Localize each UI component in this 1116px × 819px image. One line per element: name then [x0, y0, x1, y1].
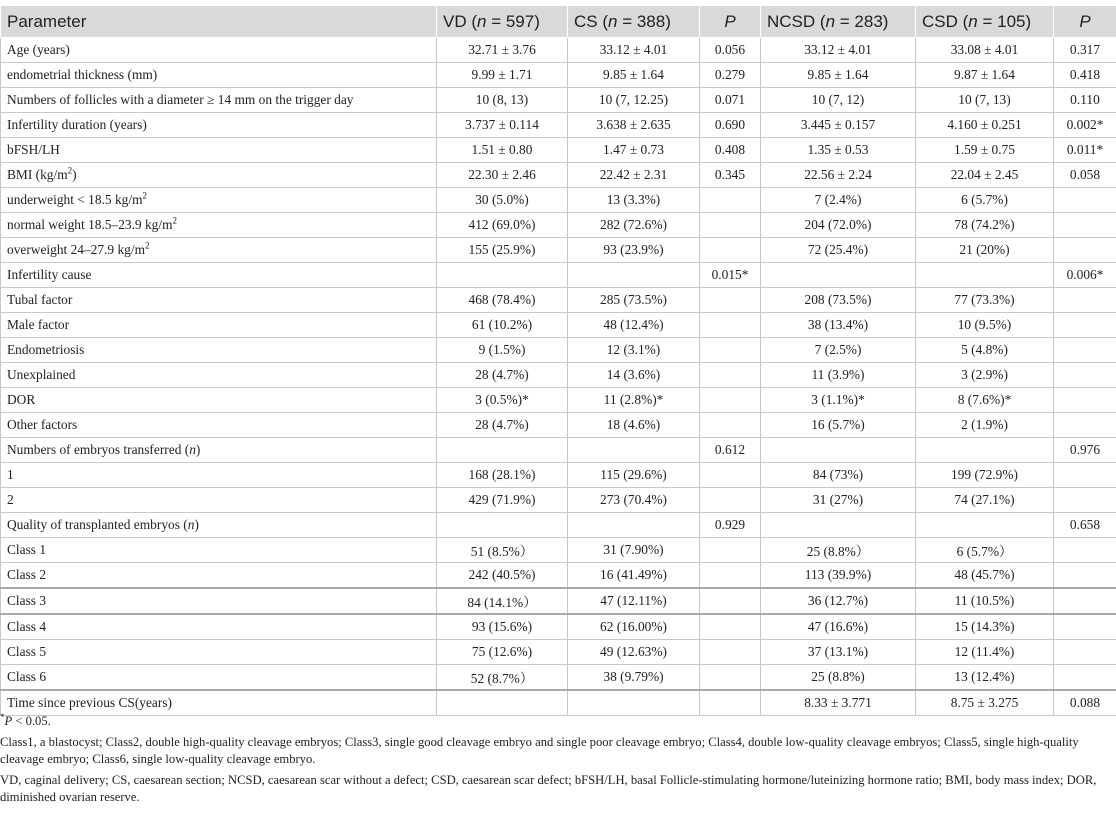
cell-p1 — [700, 238, 761, 263]
row-label: BMI $(kg/m^2)$ — [1, 163, 437, 188]
cell-p1 — [700, 463, 761, 488]
row-infertility-cause — [1, 263, 1116, 288]
cell-csd: 12 (11.4%) — [916, 640, 1054, 665]
cell-csd: 6 (5.7%) — [916, 188, 1054, 213]
cell-cs: 48 (12.4%) — [568, 313, 700, 338]
footnote-abbreviations: VD, caginal delivery; CS, caesarean section; NCSD, caesarean scar without a defect; CSD, caesarean scar defect; bFSH/LH, basal Follicle-stimulating hormone/luteinizing hormone ratio; BMI, body mass index; DOR, diminished ovarian reserve. — [0, 773, 1097, 804]
cell-cs: 10 (7, 12.25) — [568, 88, 700, 113]
footnote-significance: *P < 0.05. — [0, 711, 51, 728]
row-class-2 — [1, 563, 1116, 589]
cell-vd — [437, 513, 568, 538]
cell-p1 — [700, 665, 761, 691]
cell-p2 — [1054, 238, 1116, 263]
cell-csd: 78 (74.2%) — [916, 213, 1054, 238]
header-p-vd-cs: P — [700, 6, 761, 38]
cell-cs: 3.638 ± 2.635 — [568, 113, 700, 138]
row-class-3 — [1, 588, 1116, 614]
cell-vd — [437, 690, 568, 716]
cell-ncsd: 204 (72.0%) — [761, 213, 916, 238]
cell-vd: 9 (1.5%) — [437, 338, 568, 363]
cell-csd: 2 (1.9%) — [916, 413, 1054, 438]
cell-ncsd: 7 (2.5%) — [761, 338, 916, 363]
cell-p1 — [700, 588, 761, 614]
cell-csd — [916, 263, 1054, 288]
cell-p2 — [1054, 338, 1116, 363]
cell-cs — [568, 690, 700, 716]
cell-cs: 1.47 ± 0.73 — [568, 138, 700, 163]
row-time-since-cs — [1, 690, 1116, 716]
cell-p2 — [1054, 188, 1116, 213]
cell-vd: 51 (8.5%） — [437, 538, 568, 563]
row-class-5 — [1, 640, 1116, 665]
cell-p2: 0.110 — [1054, 88, 1116, 113]
cell-ncsd: 11 (3.9%) — [761, 363, 916, 388]
cell-cs: 93 (23.9%) — [568, 238, 700, 263]
cell-p2: 0.658 — [1054, 513, 1116, 538]
row-class-6 — [1, 665, 1116, 691]
header-ncsd: NCSD (n = 283) — [761, 6, 916, 38]
cell-ncsd: 113 (39.9%) — [761, 563, 916, 589]
cell-vd: 242 (40.5%) — [437, 563, 568, 589]
row-label: Numbers of embryos transferred (n) — [1, 438, 437, 463]
cell-csd: 5 (4.8%) — [916, 338, 1054, 363]
row-overweight — [1, 238, 1116, 263]
cell-csd: 9.87 ± 1.64 — [916, 63, 1054, 88]
cell-csd: 74 (27.1%) — [916, 488, 1054, 513]
cell-cs — [568, 513, 700, 538]
cell-vd: 10 (8, 13) — [437, 88, 568, 113]
cell-csd: 13 (12.4%) — [916, 665, 1054, 691]
cell-p1 — [700, 690, 761, 716]
row-label: Endometriosis — [1, 338, 437, 363]
row-endometrial-thickness — [1, 63, 1116, 88]
cell-cs: 11 (2.8%)* — [568, 388, 700, 413]
cell-vd: 3.737 ± 0.114 — [437, 113, 568, 138]
cell-ncsd: 37 (13.1%) — [761, 640, 916, 665]
cell-csd: 21 (20%) — [916, 238, 1054, 263]
cell-p1 — [700, 363, 761, 388]
cell-p2 — [1054, 665, 1116, 691]
cell-csd: 10 (9.5%) — [916, 313, 1054, 338]
cell-vd: 61 (10.2%) — [437, 313, 568, 338]
cell-vd — [437, 438, 568, 463]
cell-csd: 11 (10.5%) — [916, 588, 1054, 614]
cell-ncsd — [761, 513, 916, 538]
cell-p1: 0.408 — [700, 138, 761, 163]
cell-csd: 48 (45.7%) — [916, 563, 1054, 589]
cell-p1 — [700, 640, 761, 665]
cell-vd: 412 (69.0%) — [437, 213, 568, 238]
cell-cs — [568, 263, 700, 288]
cell-p2 — [1054, 463, 1116, 488]
cell-p2 — [1054, 488, 1116, 513]
cell-ncsd — [761, 438, 916, 463]
row-label: Tubal factor — [1, 288, 437, 313]
cell-cs: 115 (29.6%) — [568, 463, 700, 488]
cell-vd: 429 (71.9%) — [437, 488, 568, 513]
row-follicles — [1, 88, 1116, 113]
cell-p1: 0.690 — [700, 113, 761, 138]
row-embryos-2 — [1, 488, 1116, 513]
cell-ncsd — [761, 263, 916, 288]
cell-cs: 13 (3.3%) — [568, 188, 700, 213]
row-label: 1 — [1, 463, 437, 488]
cell-vd: 1.51 ± 0.80 — [437, 138, 568, 163]
cell-ncsd: 3 (1.1%)* — [761, 388, 916, 413]
row-underweight — [1, 188, 1116, 213]
baseline-characteristics-table — [0, 5, 1116, 716]
cell-vd: 75 (12.6%) — [437, 640, 568, 665]
cell-cs: 273 (70.4%) — [568, 488, 700, 513]
cell-p2 — [1054, 388, 1116, 413]
cell-ncsd: 10 (7, 12) — [761, 88, 916, 113]
cell-p2: 0.011* — [1054, 138, 1116, 163]
cell-ncsd: 22.56 ± 2.24 — [761, 163, 916, 188]
cell-p1 — [700, 188, 761, 213]
cell-cs: 9.85 ± 1.64 — [568, 63, 700, 88]
cell-p1: 0.345 — [700, 163, 761, 188]
cell-csd: 33.08 ± 4.01 — [916, 38, 1054, 63]
cell-cs: 14 (3.6%) — [568, 363, 700, 388]
cell-csd: 199 (72.9%) — [916, 463, 1054, 488]
row-label: underweight < 18.5 $kg/m^2$ — [1, 188, 437, 213]
cell-ncsd: 9.85 ± 1.64 — [761, 63, 916, 88]
cell-p2 — [1054, 313, 1116, 338]
cell-cs: 33.12 ± 4.01 — [568, 38, 700, 63]
row-label: Other factors — [1, 413, 437, 438]
cell-cs: 38 (9.79%) — [568, 665, 700, 691]
header-csd: CSD (n = 105) — [916, 6, 1054, 38]
cell-ncsd: 25 (8.8%) — [761, 665, 916, 691]
cell-ncsd: 3.445 ± 0.157 — [761, 113, 916, 138]
cell-vd: 84 (14.1%） — [437, 588, 568, 614]
cell-vd: 468 (78.4%) — [437, 288, 568, 313]
cell-p2 — [1054, 614, 1116, 640]
cell-csd — [916, 513, 1054, 538]
cell-p1: 0.056 — [700, 38, 761, 63]
row-label: 2 — [1, 488, 437, 513]
cell-p1 — [700, 614, 761, 640]
cell-p1 — [700, 538, 761, 563]
cell-p1: 0.929 — [700, 513, 761, 538]
cell-p2 — [1054, 288, 1116, 313]
cell-ncsd: 25 (8.8%） — [761, 538, 916, 563]
cell-ncsd: 16 (5.7%) — [761, 413, 916, 438]
row-label: Male factor — [1, 313, 437, 338]
cell-p2: 0.418 — [1054, 63, 1116, 88]
cell-p2 — [1054, 640, 1116, 665]
cell-p2: 0.088 — [1054, 690, 1116, 716]
cell-cs: 62 (16.00%) — [568, 614, 700, 640]
cell-p2 — [1054, 538, 1116, 563]
footnote-classes: Class1, a blastocyst; Class2, double high-quality cleavage embryos; Class3, single good cleavage embryo and single poor cleavage embryo; Class4, double low-quality cleavage embryos; Class5, single high-quality cleavage embryo; Class6, single low-quality cleavage embryo. — [0, 735, 1079, 766]
cell-p1 — [700, 288, 761, 313]
cell-p2 — [1054, 588, 1116, 614]
cell-p1 — [700, 338, 761, 363]
cell-p1 — [700, 313, 761, 338]
cell-p2: 0.006* — [1054, 263, 1116, 288]
cell-csd: 8.75 ± 3.275 — [916, 690, 1054, 716]
cell-csd: 15 (14.3%) — [916, 614, 1054, 640]
cell-p1: 0.071 — [700, 88, 761, 113]
row-other-factors — [1, 413, 1116, 438]
row-class-4 — [1, 614, 1116, 640]
cell-csd: 4.160 ± 0.251 — [916, 113, 1054, 138]
row-label: endometrial thickness (mm) — [1, 63, 437, 88]
row-label: Unexplained — [1, 363, 437, 388]
cell-p1: 0.612 — [700, 438, 761, 463]
row-label: Class 4 — [1, 614, 437, 640]
row-embryo-quality — [1, 513, 1116, 538]
header-vd: VD (n = 597) — [437, 6, 568, 38]
cell-p2: 0.058 — [1054, 163, 1116, 188]
row-label: Numbers of follicles with a diameter ≥ 14 mm on the trigger day — [1, 88, 437, 113]
cell-vd: 28 (4.7%) — [437, 413, 568, 438]
cell-ncsd: 31 (27%) — [761, 488, 916, 513]
cell-csd: 8 (7.6%)* — [916, 388, 1054, 413]
cell-ncsd: 84 (73%) — [761, 463, 916, 488]
row-label: Class 5 — [1, 640, 437, 665]
cell-csd: 77 (73.3%) — [916, 288, 1054, 313]
cell-ncsd: 208 (73.5%) — [761, 288, 916, 313]
row-class-1 — [1, 538, 1116, 563]
cell-csd — [916, 438, 1054, 463]
row-label: Age (years) — [1, 38, 437, 63]
cell-p1 — [700, 213, 761, 238]
header-parameter: Parameter — [1, 6, 437, 38]
row-label: normal weight 18.5–23.9 $kg/m^2$ — [1, 213, 437, 238]
row-label: Quality of transplanted embryos (n) — [1, 513, 437, 538]
cell-cs: 31 (7.90%) — [568, 538, 700, 563]
cell-p2 — [1054, 213, 1116, 238]
cell-vd: 28 (4.7%) — [437, 363, 568, 388]
table-footnotes — [0, 713, 1112, 810]
cell-ncsd: 72 (25.4%) — [761, 238, 916, 263]
row-male-factor — [1, 313, 1116, 338]
cell-vd: 30 (5.0%) — [437, 188, 568, 213]
cell-csd: 6 (5.7%） — [916, 538, 1054, 563]
row-embryos-1 — [1, 463, 1116, 488]
cell-cs: 16 (41.49%) — [568, 563, 700, 589]
row-label: overweight 24–27.9 $kg/m^2$ — [1, 238, 437, 263]
row-unexplained — [1, 363, 1116, 388]
cell-p1 — [700, 563, 761, 589]
row-label: Class 1 — [1, 538, 437, 563]
cell-ncsd: 8.33 ± 3.771 — [761, 690, 916, 716]
cell-p1 — [700, 488, 761, 513]
row-endometriosis — [1, 338, 1116, 363]
cell-cs: 22.42 ± 2.31 — [568, 163, 700, 188]
cell-ncsd: 33.12 ± 4.01 — [761, 38, 916, 63]
cell-ncsd: 7 (2.4%) — [761, 188, 916, 213]
cell-vd: 32.71 ± 3.76 — [437, 38, 568, 63]
header-p-ncsd-csd: P — [1054, 6, 1116, 38]
row-age — [1, 38, 1116, 63]
cell-ncsd: 38 (13.4%) — [761, 313, 916, 338]
cell-vd: 93 (15.6%) — [437, 614, 568, 640]
row-dor — [1, 388, 1116, 413]
cell-p1 — [700, 413, 761, 438]
row-bfsh-lh — [1, 138, 1116, 163]
row-label: Infertility duration (years) — [1, 113, 437, 138]
cell-cs — [568, 438, 700, 463]
row-label: Class 3 — [1, 588, 437, 614]
cell-vd: 52 (8.7%） — [437, 665, 568, 691]
cell-p1: 0.279 — [700, 63, 761, 88]
row-tubal-factor — [1, 288, 1116, 313]
cell-cs: 47 (12.11%) — [568, 588, 700, 614]
cell-csd: 10 (7, 13) — [916, 88, 1054, 113]
cell-vd: 168 (28.1%) — [437, 463, 568, 488]
table-header-row — [1, 6, 1116, 38]
header-cs: CS (n = 388) — [568, 6, 700, 38]
cell-cs: 18 (4.6%) — [568, 413, 700, 438]
row-infertility-duration — [1, 113, 1116, 138]
row-label: Infertility cause — [1, 263, 437, 288]
cell-p1 — [700, 388, 761, 413]
cell-p2: 0.002* — [1054, 113, 1116, 138]
row-label: Class 2 — [1, 563, 437, 589]
cell-p2 — [1054, 363, 1116, 388]
cell-vd: 22.30 ± 2.46 — [437, 163, 568, 188]
cell-p2: 0.976 — [1054, 438, 1116, 463]
row-label: Class 6 — [1, 665, 437, 691]
row-label: DOR — [1, 388, 437, 413]
cell-p2 — [1054, 413, 1116, 438]
cell-ncsd: 47 (16.6%) — [761, 614, 916, 640]
cell-csd: 3 (2.9%) — [916, 363, 1054, 388]
cell-cs: 49 (12.63%) — [568, 640, 700, 665]
cell-cs: 282 (72.6%) — [568, 213, 700, 238]
cell-vd: 3 (0.5%)* — [437, 388, 568, 413]
cell-ncsd: 36 (12.7%) — [761, 588, 916, 614]
row-bmi — [1, 163, 1116, 188]
cell-vd — [437, 263, 568, 288]
cell-ncsd: 1.35 ± 0.53 — [761, 138, 916, 163]
cell-cs: 12 (3.1%) — [568, 338, 700, 363]
cell-p2: 0.317 — [1054, 38, 1116, 63]
cell-vd: 155 (25.9%) — [437, 238, 568, 263]
row-embryos-transferred — [1, 438, 1116, 463]
cell-csd: 1.59 ± 0.75 — [916, 138, 1054, 163]
cell-p2 — [1054, 563, 1116, 589]
cell-csd: 22.04 ± 2.45 — [916, 163, 1054, 188]
row-normal-weight — [1, 213, 1116, 238]
cell-vd: 9.99 ± 1.71 — [437, 63, 568, 88]
row-label: bFSH/LH — [1, 138, 437, 163]
cell-p1: 0.015* — [700, 263, 761, 288]
row-label: Time since previous CS(years) — [1, 690, 437, 716]
cell-cs: 285 (73.5%) — [568, 288, 700, 313]
